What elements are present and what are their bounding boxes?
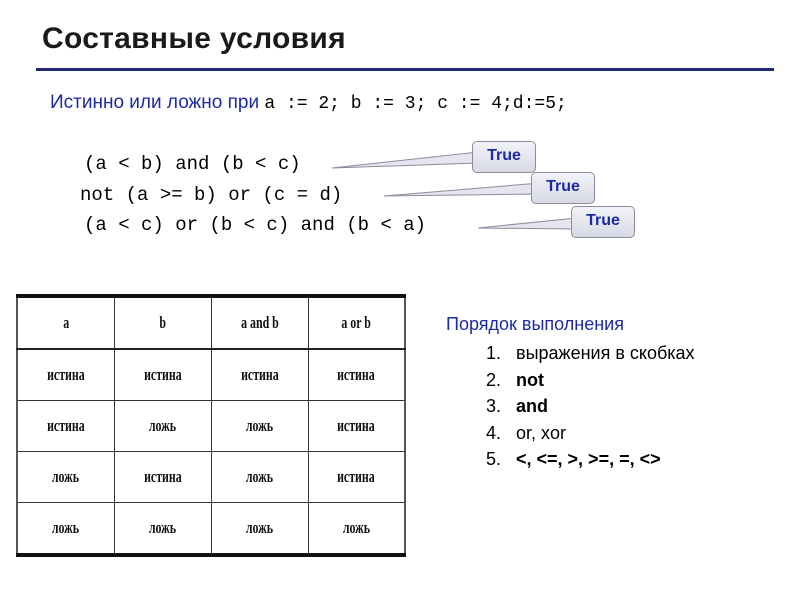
order-title: Порядок выполнения — [446, 314, 624, 334]
table-cell: истина — [114, 349, 211, 401]
expression-2: not (a >= b) or (c = d) — [80, 184, 343, 206]
list-item — [486, 393, 695, 420]
table-cell: ложь — [114, 401, 211, 452]
callout-pointer-3 — [478, 218, 576, 229]
list-item-text: and — [516, 396, 549, 416]
list-item — [486, 340, 695, 367]
table-cell: истина — [308, 349, 405, 401]
page-title: Составные условия — [42, 22, 346, 55]
table-header-cell: a — [17, 296, 114, 349]
table-header-cell: a and b — [211, 296, 308, 349]
table-cell: истина — [17, 401, 114, 452]
table-cell: истина — [308, 452, 405, 503]
list-item-text: or, xor — [516, 422, 567, 443]
title-divider — [36, 68, 774, 71]
result-bubble-1: True — [472, 141, 536, 173]
list-item — [486, 367, 695, 394]
table-cell: истина — [114, 452, 211, 503]
table-cell: ложь — [211, 503, 308, 556]
table-header-row — [17, 296, 405, 349]
expression-3: (a < c) or (b < c) and (b < a) — [84, 214, 427, 236]
list-item-number: 4. — [486, 422, 502, 443]
result-bubble-2: True — [531, 172, 595, 204]
table-cell: истина — [308, 401, 405, 452]
table-row — [17, 452, 405, 503]
table-cell: ложь — [17, 452, 114, 503]
table-cell: ложь — [211, 452, 308, 503]
table-cell: истина — [211, 349, 308, 401]
table-row — [17, 401, 405, 452]
list-item-number: 5. — [486, 449, 502, 469]
callout-pointer-2 — [384, 183, 540, 196]
table-cell: ложь — [114, 503, 211, 556]
intro-line — [50, 92, 567, 114]
table-header-cell: b — [114, 296, 211, 349]
intro-assignments: a := 2; b := 3; c := 4;d:=5; — [264, 94, 567, 114]
table-row — [17, 349, 405, 401]
list-item-text: <, <=, >, >=, =, <> — [516, 449, 661, 469]
table-cell: ложь — [211, 401, 308, 452]
table-row — [17, 503, 405, 556]
list-item-number: 3. — [486, 396, 502, 416]
order-list — [486, 340, 695, 473]
list-item — [486, 446, 695, 473]
table-cell: ложь — [308, 503, 405, 556]
intro-text: Истинно или ложно при — [50, 92, 260, 113]
table-header-cell: a or b — [308, 296, 405, 349]
list-item-number: 2. — [486, 369, 502, 390]
result-bubble-3: True — [571, 206, 635, 238]
list-item-number: 1. — [486, 343, 502, 363]
truth-table — [16, 294, 406, 557]
list-item-text: not — [516, 369, 544, 390]
callout-pointer-1 — [332, 152, 478, 168]
table-cell: истина — [17, 349, 114, 401]
expression-1: (a < b) and (b < c) — [84, 153, 301, 175]
table-cell: ложь — [17, 503, 114, 556]
list-item-text: выражения в скобках — [516, 343, 695, 363]
list-item — [486, 420, 695, 447]
